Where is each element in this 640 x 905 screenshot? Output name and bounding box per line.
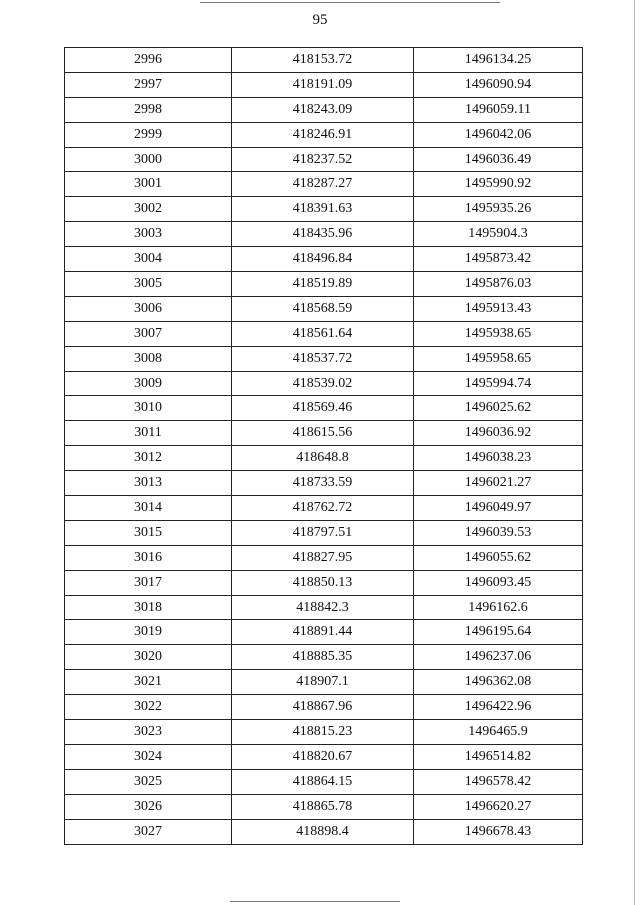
x-coordinate-cell: 418891.44 bbox=[232, 620, 414, 645]
table-row bbox=[65, 670, 583, 695]
table-row bbox=[65, 720, 583, 745]
y-coordinate-cell: 1495935.26 bbox=[414, 197, 583, 222]
x-coordinate-cell: 418907.1 bbox=[232, 670, 414, 695]
table-row bbox=[65, 272, 583, 297]
table-row bbox=[65, 520, 583, 545]
y-coordinate-cell: 1495913.43 bbox=[414, 296, 583, 321]
x-coordinate-cell: 418246.91 bbox=[232, 122, 414, 147]
y-coordinate-cell: 1496237.06 bbox=[414, 645, 583, 670]
y-coordinate-cell: 1496134.25 bbox=[414, 48, 583, 73]
x-coordinate-cell: 418815.23 bbox=[232, 720, 414, 745]
y-coordinate-cell: 1496055.62 bbox=[414, 545, 583, 570]
table-row bbox=[65, 471, 583, 496]
table-row bbox=[65, 172, 583, 197]
y-coordinate-cell: 1495958.65 bbox=[414, 346, 583, 371]
x-coordinate-cell: 418243.09 bbox=[232, 97, 414, 122]
table-row bbox=[65, 147, 583, 172]
point-number-cell: 2996 bbox=[65, 48, 232, 73]
point-number-cell: 3027 bbox=[65, 819, 232, 844]
x-coordinate-cell: 418762.72 bbox=[232, 496, 414, 521]
table-row bbox=[65, 197, 583, 222]
table-row bbox=[65, 595, 583, 620]
point-number-cell: 3019 bbox=[65, 620, 232, 645]
x-coordinate-cell: 418191.09 bbox=[232, 72, 414, 97]
x-coordinate-cell: 418237.52 bbox=[232, 147, 414, 172]
point-number-cell: 3004 bbox=[65, 247, 232, 272]
y-coordinate-cell: 1496049.97 bbox=[414, 496, 583, 521]
x-coordinate-cell: 418797.51 bbox=[232, 520, 414, 545]
table-row bbox=[65, 72, 583, 97]
table-row bbox=[65, 247, 583, 272]
x-coordinate-cell: 418539.02 bbox=[232, 371, 414, 396]
point-number-cell: 3018 bbox=[65, 595, 232, 620]
table-row bbox=[65, 222, 583, 247]
table-row bbox=[65, 695, 583, 720]
point-number-cell: 2998 bbox=[65, 97, 232, 122]
point-number-cell: 3003 bbox=[65, 222, 232, 247]
y-coordinate-cell: 1496195.64 bbox=[414, 620, 583, 645]
coordinates-table bbox=[64, 47, 583, 845]
y-coordinate-cell: 1496090.94 bbox=[414, 72, 583, 97]
y-coordinate-cell: 1496025.62 bbox=[414, 396, 583, 421]
point-number-cell: 3012 bbox=[65, 446, 232, 471]
table-row bbox=[65, 769, 583, 794]
x-coordinate-cell: 418568.59 bbox=[232, 296, 414, 321]
table-row bbox=[65, 446, 583, 471]
table-row bbox=[65, 744, 583, 769]
x-coordinate-cell: 418842.3 bbox=[232, 595, 414, 620]
table-row bbox=[65, 321, 583, 346]
y-coordinate-cell: 1496514.82 bbox=[414, 744, 583, 769]
y-coordinate-cell: 1496620.27 bbox=[414, 794, 583, 819]
point-number-cell: 3007 bbox=[65, 321, 232, 346]
x-coordinate-cell: 418820.67 bbox=[232, 744, 414, 769]
point-number-cell: 3014 bbox=[65, 496, 232, 521]
x-coordinate-cell: 418569.46 bbox=[232, 396, 414, 421]
point-number-cell: 3024 bbox=[65, 744, 232, 769]
point-number-cell: 3017 bbox=[65, 570, 232, 595]
table-row bbox=[65, 97, 583, 122]
point-number-cell: 3001 bbox=[65, 172, 232, 197]
point-number-cell: 3026 bbox=[65, 794, 232, 819]
point-number-cell: 3005 bbox=[65, 272, 232, 297]
y-coordinate-cell: 1496021.27 bbox=[414, 471, 583, 496]
y-coordinate-cell: 1496422.96 bbox=[414, 695, 583, 720]
y-coordinate-cell: 1496036.49 bbox=[414, 147, 583, 172]
point-number-cell: 3016 bbox=[65, 545, 232, 570]
y-coordinate-cell: 1495904.3 bbox=[414, 222, 583, 247]
table-row bbox=[65, 620, 583, 645]
y-coordinate-cell: 1496039.53 bbox=[414, 520, 583, 545]
y-coordinate-cell: 1496465.9 bbox=[414, 720, 583, 745]
table-row bbox=[65, 296, 583, 321]
y-coordinate-cell: 1496162.6 bbox=[414, 595, 583, 620]
x-coordinate-cell: 418865.78 bbox=[232, 794, 414, 819]
point-number-cell: 3023 bbox=[65, 720, 232, 745]
y-coordinate-cell: 1495994.74 bbox=[414, 371, 583, 396]
scan-edge-right bbox=[634, 0, 635, 905]
y-coordinate-cell: 1495990.92 bbox=[414, 172, 583, 197]
table-row bbox=[65, 819, 583, 844]
x-coordinate-cell: 418435.96 bbox=[232, 222, 414, 247]
x-coordinate-cell: 418864.15 bbox=[232, 769, 414, 794]
table-row bbox=[65, 794, 583, 819]
point-number-cell: 3002 bbox=[65, 197, 232, 222]
point-number-cell: 3010 bbox=[65, 396, 232, 421]
x-coordinate-cell: 418850.13 bbox=[232, 570, 414, 595]
table-row bbox=[65, 122, 583, 147]
scan-edge-top bbox=[200, 2, 500, 3]
x-coordinate-cell: 418496.84 bbox=[232, 247, 414, 272]
x-coordinate-cell: 418733.59 bbox=[232, 471, 414, 496]
point-number-cell: 3000 bbox=[65, 147, 232, 172]
y-coordinate-cell: 1496038.23 bbox=[414, 446, 583, 471]
y-coordinate-cell: 1496578.42 bbox=[414, 769, 583, 794]
point-number-cell: 3008 bbox=[65, 346, 232, 371]
table-row bbox=[65, 396, 583, 421]
point-number-cell: 2997 bbox=[65, 72, 232, 97]
x-coordinate-cell: 418898.4 bbox=[232, 819, 414, 844]
y-coordinate-cell: 1496362.08 bbox=[414, 670, 583, 695]
x-coordinate-cell: 418867.96 bbox=[232, 695, 414, 720]
point-number-cell: 3022 bbox=[65, 695, 232, 720]
point-number-cell: 3021 bbox=[65, 670, 232, 695]
point-number-cell: 3025 bbox=[65, 769, 232, 794]
table-row bbox=[65, 48, 583, 73]
y-coordinate-cell: 1496678.43 bbox=[414, 819, 583, 844]
x-coordinate-cell: 418885.35 bbox=[232, 645, 414, 670]
y-coordinate-cell: 1495938.65 bbox=[414, 321, 583, 346]
scan-edge-bottom bbox=[230, 901, 400, 902]
point-number-cell: 2999 bbox=[65, 122, 232, 147]
point-number-cell: 3006 bbox=[65, 296, 232, 321]
table-row bbox=[65, 645, 583, 670]
point-number-cell: 3011 bbox=[65, 421, 232, 446]
coordinates-table-body bbox=[65, 48, 583, 845]
table-row bbox=[65, 570, 583, 595]
table-row bbox=[65, 371, 583, 396]
point-number-cell: 3009 bbox=[65, 371, 232, 396]
table-row bbox=[65, 496, 583, 521]
y-coordinate-cell: 1496042.06 bbox=[414, 122, 583, 147]
y-coordinate-cell: 1495876.03 bbox=[414, 272, 583, 297]
x-coordinate-cell: 418153.72 bbox=[232, 48, 414, 73]
page-number: 95 bbox=[312, 12, 328, 28]
table-row bbox=[65, 421, 583, 446]
y-coordinate-cell: 1495873.42 bbox=[414, 247, 583, 272]
x-coordinate-cell: 418827.95 bbox=[232, 545, 414, 570]
y-coordinate-cell: 1496059.11 bbox=[414, 97, 583, 122]
point-number-cell: 3020 bbox=[65, 645, 232, 670]
point-number-cell: 3013 bbox=[65, 471, 232, 496]
x-coordinate-cell: 418391.63 bbox=[232, 197, 414, 222]
y-coordinate-cell: 1496036.92 bbox=[414, 421, 583, 446]
table-row bbox=[65, 545, 583, 570]
point-number-cell: 3015 bbox=[65, 520, 232, 545]
x-coordinate-cell: 418648.8 bbox=[232, 446, 414, 471]
x-coordinate-cell: 418615.56 bbox=[232, 421, 414, 446]
x-coordinate-cell: 418519.89 bbox=[232, 272, 414, 297]
table-row bbox=[65, 346, 583, 371]
x-coordinate-cell: 418287.27 bbox=[232, 172, 414, 197]
x-coordinate-cell: 418561.64 bbox=[232, 321, 414, 346]
y-coordinate-cell: 1496093.45 bbox=[414, 570, 583, 595]
x-coordinate-cell: 418537.72 bbox=[232, 346, 414, 371]
